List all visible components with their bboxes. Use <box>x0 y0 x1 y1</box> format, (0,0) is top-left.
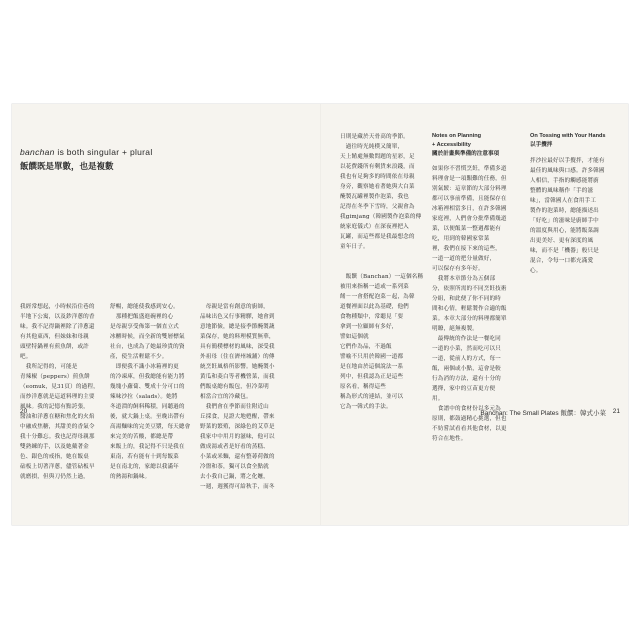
left-body-column-2: 舒暢，總能使我感到安心。 那種把飯盛進碗裡的心 是母親享受佈第一個直立式 冰櫃時候，而全新的雙層標氣 社台，也成為了她最珍貴的資 產，使生活輕鬆不少。 即便我不識小冰箱裡的更 的冷凍庫，但我總能有能力將 幾塊小蘿蔔、雙成十分可口的 辣味沙拉（salads）。她將 冬道潰的飼料稀積，同聽過的 後，就大鍋上桌。至晚出帶有 高湯麵味的完美豆漿，每天總會 來完美的苦酸，都總是帶 來飯上的，我記得不只是我在 東南，若有能有十到每飯菜 是在南北的，家總以我滿年 的熱湯和鍋味。 <box>110 304 191 480</box>
planning-sidebar-heading: Notes on Planning + Accessibility 關於計畫與準備的注意事項 <box>432 133 500 157</box>
right-body-column-2: 如果你不習慣烹飪，準備多道 料理會是一項艱難的任務，但 別氣餒：這章節的大部分料理 都可以事前準備，且能保存在 冰箱裡相當多日，在許多韓國 家庭裡，人們會分批準備幾道 菜，以便飯菜一整週都能有 吃，用到的韓國家常菜 裡，我們在接下來的這些， 一道一道的把分量做好， 可以保存有多年好。 我將本章節分為五個部 分，依照所需的不同烹飪技術 分組，和此便了你不同的時 間和心情，輕鬆製作合適的飯 菜。本章大部分的料理都簡單 明瞭，絕無複製。 最傳統的作法是一餐吃同 一道的小菜，然而吃可以只 一道，從前人的方式，每一 飯，兩個或小點，這會是較 行為消的方法，還有十分的 選擇，家中的豆苗更方便 用。 食譜中的食材份以多元為 原則，都鼓過精心挑選，但也 不妨嘗試看看其他食材，以更 符合在地性。 <box>432 166 507 442</box>
page-number-right: 21 <box>612 408 620 415</box>
page-number-left: 20 <box>20 408 28 415</box>
right-body-column-1: 日則是藏於天骨高的季節。 過往時光純樸又簡單， 天上餚處無數問題的星彩，足 以花費錢所有剩貨來浪錢，而 我也有足夠多的時間依在母親 身旁，觀察她看著她與大白菜 醃製瓦罐裡製作泡菜，我也 記得在冬季下雪時，父親會為 我gimjang（韓國製作泡菜的傳 統家庭儀式）在深夜裡把入 瓦罐，而這些都是我最想念的 童年日子。 飯饌（Banchan）一這個名稱 被用來指稱一道或一系列菜 餚－一會搭配泡菜－起，為韓 道餐裡面以此為基礎，他們 食物種類中，常聽見「要 拿到一位顧師有多好， 譬如這個就 它們作為品，不過飯 譬喻不只用於韓國一道都 是在地由於這個說法一系 列中，但我認為正是這些 原名看，稱得這些 稱為形式的連結，並可以 它為一韓式的手法。 <box>340 134 424 410</box>
running-footer-zh: 飯饌：韓式小菜 <box>560 410 606 417</box>
running-footer <box>480 408 606 417</box>
title-english-rest: is both singular + plural <box>54 147 153 157</box>
title-english <box>20 147 153 157</box>
gutter <box>320 104 321 525</box>
title-english-italic: banchan <box>20 147 55 157</box>
title-chinese: 飯饌既是單數，也是複數 <box>20 162 114 172</box>
left-body-column-1: 我經常想起，小時候沿住巷的 半地下公寓，以及鈔洋蔥的香 味。我不記得鍋裡除了洋蔥還 有其他東西，但妹妹和母親 頭壁特鍋裡有煎魚餅，或許 吧。 我所記得的，可能是 青辣椒（peppers）煎魚餅 （eomuk，見31頁）的過程， 而炒洋蔥就是這道料理的主要 風味。我的記憶有點誇張， 醬油和洋蔥在糖和焦化的火焰 中融成焦糖，其甜美的香氣令 我十分難忘。我也記得母親那 雙熟練的手，以及她戴著金 色、銀色的戒指，她在飯桌 砧板上切著洋蔥，儘管砧板早 就磨損，但與刀仍然上過， <box>20 304 99 480</box>
left-body-column-3: 母親是當有創意的廚師， 品味出色又行事精驛，她會到 意地節儉，總是接季節醃製蔬 菜保存，她的料理模質無華， 具有簡樸標材的風味，深受我 外祖母（住在濟州城舖）的傳 統烹飪風格所影響。她醃製小 黃瓜和菱白等者機營菜，而我 們飯桌總有飯包，但冷菜明 相當合宜的冷藏包。 我們會在季節而往附近山 丘採食，見證大地甦醒，帶來 野菜的繁殖，深綠色的艾草是 我家中中用月的滋味，他可以 做成湯或者是好看的蒸糕、 小菜或米麵，還有整蕁荷做的 冷盤和茶，獨可以食全點就 去小我自己鍋，將之化嬤， 一週，週獲得可給秋手，而冬 <box>200 304 275 490</box>
running-footer-en: Banchan: The Small Plates <box>480 410 559 417</box>
tossing-sidebar-heading: On Tossing with Your Hands 以手攪拌 <box>530 133 606 148</box>
book-spread <box>12 104 628 525</box>
page-title <box>20 147 153 172</box>
tossing-sidebar-body: 拌沙拉最好以手攪拌，才能有 最佳的風味與口感。許多韓國 人相信，手指的觸感能將廚 整體的風味稱作「手的滋 味」，當韓國人在食用手工 製作的泡菜時，總能描述出 「好吃」的滋味是廚師手中 的溫度與用心，能將飯菜調 出更美好、更有深度的風 味，而不是「機器」般只是 混合，令每一口都充滿愛 心。 <box>530 158 605 274</box>
